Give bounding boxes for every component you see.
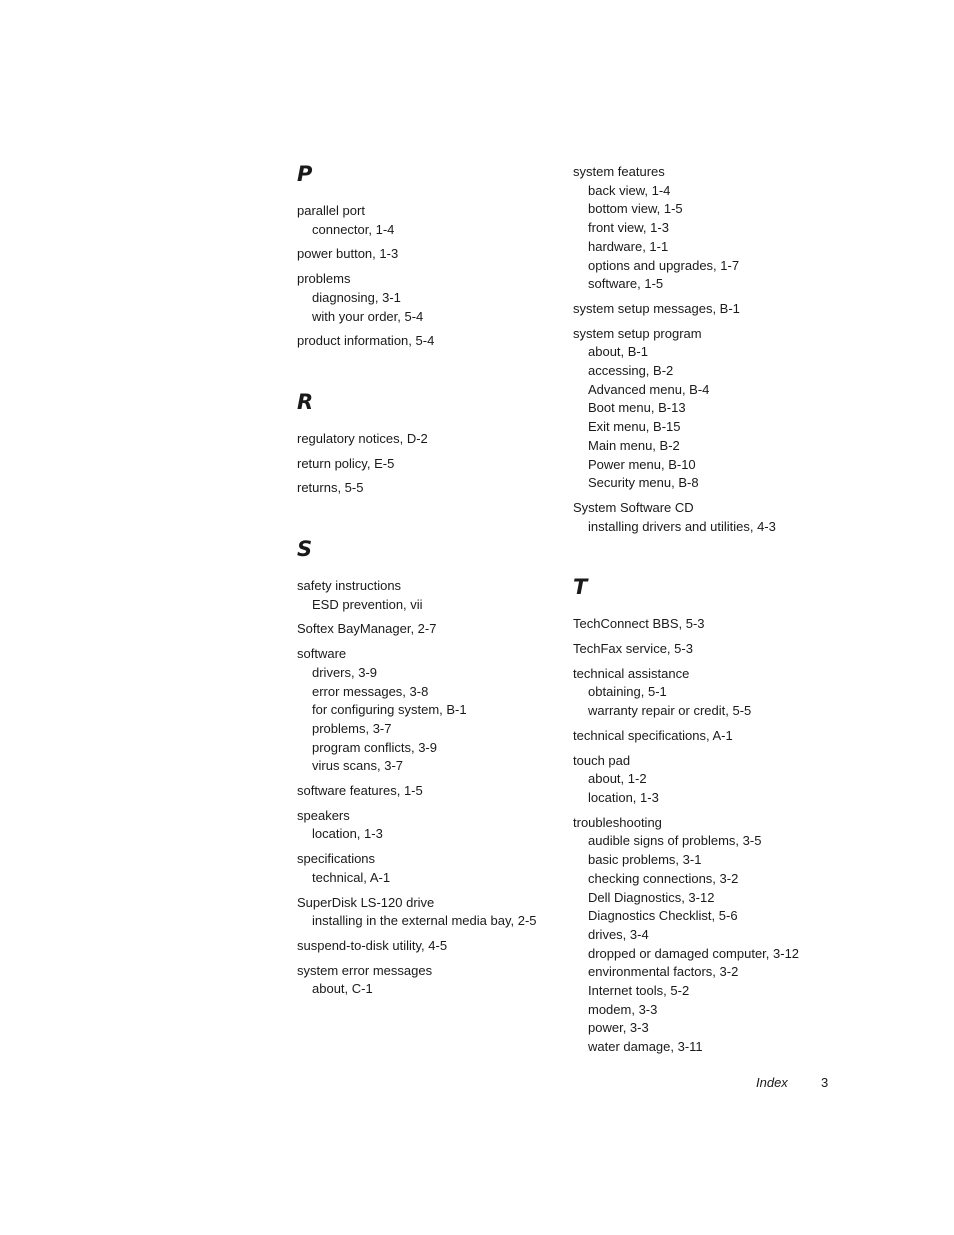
index-entry xyxy=(297,937,567,956)
index-term: SuperDisk LS-120 drive xyxy=(297,894,435,910)
index-entry xyxy=(297,850,567,887)
index-subentry: Advanced menu, B-4 xyxy=(588,381,710,397)
index-subentry: for configuring system, B-1 xyxy=(312,702,467,718)
index-subentry: accessing, B-2 xyxy=(588,363,674,379)
index-subentry: warranty repair or credit, 5-5 xyxy=(588,703,752,719)
index-term: system features xyxy=(573,164,665,179)
index-section xyxy=(573,573,853,1056)
section-letter: P xyxy=(297,162,313,186)
index-term: TechFax service, 5-3 xyxy=(573,641,693,657)
index-term: Softex BayManager, 2-7 xyxy=(297,621,437,637)
index-subentry: drives, 3-4 xyxy=(588,926,649,942)
index-entry xyxy=(573,499,853,536)
index-subentry: bottom view, 1-5 xyxy=(588,201,683,217)
index-subentry: diagnosing, 3-1 xyxy=(312,289,401,305)
index-term: safety instructions xyxy=(297,578,402,594)
index-subentry: checking connections, 3-2 xyxy=(588,870,739,886)
index-column-right xyxy=(573,163,853,1094)
index-term: returns, 5-5 xyxy=(297,480,364,496)
index-entry xyxy=(297,479,567,498)
index-term: software features, 1-5 xyxy=(297,783,423,799)
index-entry xyxy=(573,325,853,493)
index-subentry: Diagnostics Checklist, 5-6 xyxy=(588,908,738,924)
index-subentry: audible signs of problems, 3-5 xyxy=(588,833,762,849)
index-subentry: water damage, 3-11 xyxy=(588,1039,703,1055)
index-column-left xyxy=(297,160,567,1036)
index-subentry: environmental factors, 3-2 xyxy=(588,964,739,980)
index-term: return policy, E-5 xyxy=(297,455,395,471)
index-subentry: installing in the external media bay, 2-5 xyxy=(312,913,537,929)
index-subentry: software, 1-5 xyxy=(588,276,664,292)
index-subentry: Exit menu, B-15 xyxy=(588,419,681,435)
index-subentry: Boot menu, B-13 xyxy=(588,400,686,416)
index-entry xyxy=(297,782,567,801)
index-subentry: Dell Diagnostics, 3-12 xyxy=(588,889,715,905)
index-subentry: options and upgrades, 1-7 xyxy=(588,257,740,273)
index-term: regulatory notices, D-2 xyxy=(297,430,428,446)
index-subentry: back view, 1-4 xyxy=(588,182,671,198)
index-section xyxy=(573,163,853,536)
index-subentry: with your order, 5-4 xyxy=(312,308,424,324)
index-subentry: dropped or damaged computer, 3-12 xyxy=(588,945,800,961)
index-entry xyxy=(573,300,853,319)
index-section xyxy=(297,388,567,498)
index-entry xyxy=(297,245,567,264)
index-subentry: installing drivers and utilities, 4-3 xyxy=(588,518,776,534)
index-term: technical specifications, A-1 xyxy=(573,727,733,743)
index-subentry: problems, 3-7 xyxy=(312,720,392,736)
index-subentry: about, B-1 xyxy=(588,344,648,360)
index-subentry: error messages, 3-8 xyxy=(312,683,429,699)
page-number: 3 xyxy=(821,1075,829,1090)
index-subentry: modem, 3-3 xyxy=(588,1001,658,1017)
index-entry xyxy=(297,270,567,326)
index-subentry: about, 1-2 xyxy=(588,771,647,787)
index-entry xyxy=(573,727,853,746)
index-entry xyxy=(297,577,567,614)
index-term: parallel port xyxy=(297,203,365,218)
index-subentry: connector, 1-4 xyxy=(312,221,395,237)
index-subentry: drivers, 3-9 xyxy=(312,664,378,680)
index-subentry: location, 1-3 xyxy=(588,789,659,805)
index-subentry: power, 3-3 xyxy=(588,1020,649,1036)
index-entry xyxy=(297,645,567,776)
index-section xyxy=(297,160,567,351)
index-entry xyxy=(573,615,853,634)
index-term: suspend-to-disk utility, 4-5 xyxy=(297,937,448,953)
index-term: TechConnect BBS, 5-3 xyxy=(573,616,705,632)
index-subentry: program conflicts, 3-9 xyxy=(312,739,437,755)
index-subentry: ESD prevention, vii xyxy=(312,596,423,612)
index-entry xyxy=(573,163,853,294)
index-section xyxy=(297,535,567,999)
index-term: system error messages xyxy=(297,962,433,978)
index-term: troubleshooting xyxy=(573,814,662,830)
index-subentry: Internet tools, 5-2 xyxy=(588,983,690,999)
index-entry xyxy=(573,752,853,808)
index-subentry: obtaining, 5-1 xyxy=(588,684,667,700)
index-subentry: technical, A-1 xyxy=(312,869,391,885)
index-subentry: location, 1-3 xyxy=(312,826,383,842)
index-term: System Software CD xyxy=(573,499,694,515)
index-subentry: virus scans, 3-7 xyxy=(312,758,404,774)
index-entry xyxy=(297,455,567,474)
index-term: power button, 1-3 xyxy=(297,246,399,262)
index-subentry: front view, 1-3 xyxy=(588,220,669,236)
index-term: specifications xyxy=(297,851,376,867)
section-letter: T xyxy=(573,575,588,600)
index-subentry: basic problems, 3-1 xyxy=(588,852,702,868)
index-term: software xyxy=(297,646,347,662)
index-entry xyxy=(573,814,853,1057)
index-entry xyxy=(297,807,567,844)
index-subentry: Power menu, B-10 xyxy=(588,456,696,472)
index-term: product information, 5-4 xyxy=(297,333,435,349)
index-subentry: about, C-1 xyxy=(312,981,373,997)
index-entry xyxy=(297,430,567,449)
section-letter: S xyxy=(297,537,313,562)
index-entry xyxy=(297,620,567,639)
index-entry xyxy=(297,332,567,351)
index-term: technical assistance xyxy=(573,665,690,681)
index-entry xyxy=(573,665,853,721)
section-letter: R xyxy=(297,389,314,414)
index-term: system setup messages, B-1 xyxy=(573,300,740,316)
index-term: system setup program xyxy=(573,325,702,341)
index-subentry: Main menu, B-2 xyxy=(588,437,680,453)
index-term: speakers xyxy=(297,807,350,823)
index-entry xyxy=(297,894,567,931)
index-term: touch pad xyxy=(573,752,631,768)
index-entry xyxy=(297,202,567,239)
index-subentry: Security menu, B-8 xyxy=(588,475,699,491)
index-subentry: hardware, 1-1 xyxy=(588,238,669,254)
index-entry xyxy=(573,640,853,659)
footer-section-label: Index xyxy=(756,1075,788,1090)
index-entry xyxy=(297,962,567,999)
index-term: problems xyxy=(297,271,351,287)
page-footer xyxy=(756,1074,829,1092)
